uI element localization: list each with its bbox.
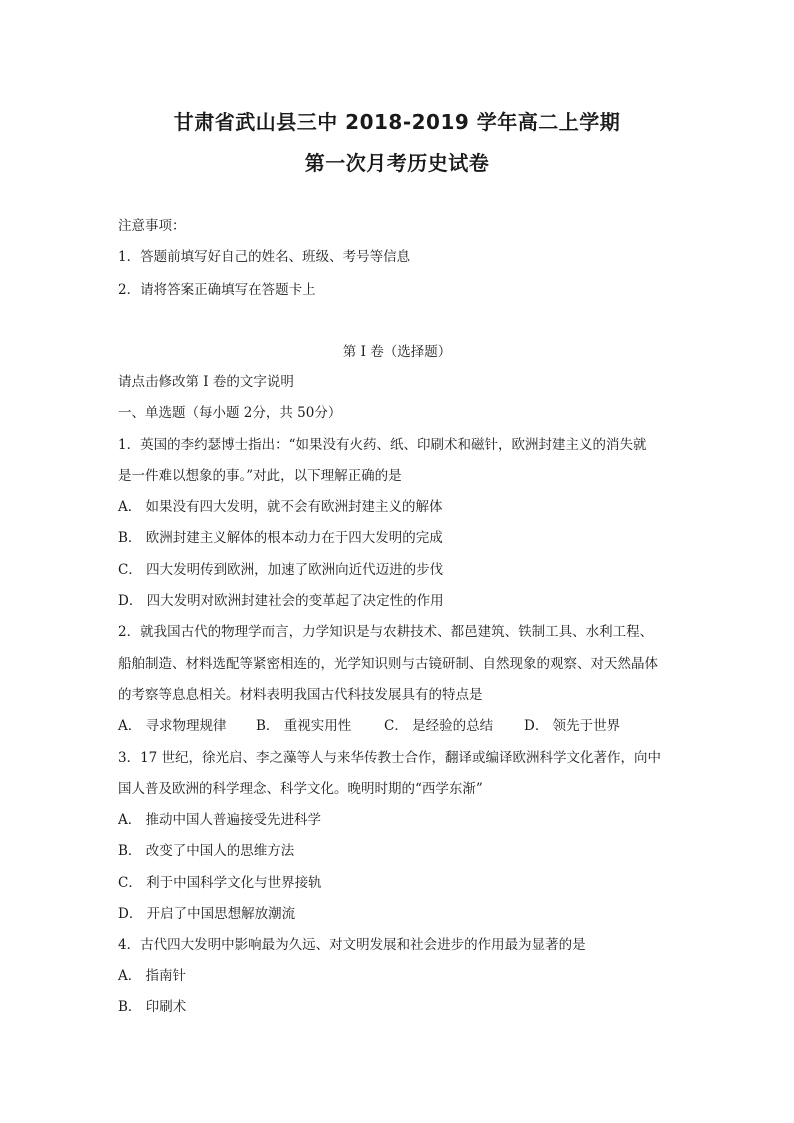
q3-option-a: A． 推动中国人普遍接受先进科学 (118, 812, 322, 828)
q1-option-a: A． 如果没有四大发明，就不会有欧洲封建主义的解体 (118, 499, 443, 515)
notice-item-1: 1．答题前填写好自己的姓名、班级、考号等信息 (118, 249, 411, 265)
notice-heading: 注意事项： (118, 218, 186, 234)
exam-title-line1: 甘肃省武山县三中 2018-2019 学年高二上学期 (173, 110, 621, 134)
q3-stem-line2: 国人普及欧洲的科学理念、科学文化。晚明时期的“西学东渐” (118, 781, 483, 797)
part-heading: 一、单选题（每小题 2分，共 50分） (118, 405, 342, 421)
q1-stem-line2: 是一件难以想象的事。”对此，以下理解正确的是 (118, 468, 402, 484)
q3-option-d: D． 开启了中国思想解放潮流 (118, 906, 296, 922)
q4-option-b: B． 印刷术 (118, 999, 187, 1015)
q2-stem-line3: 的考察等息息相关。材料表明我国古代科技发展具有的特点是 (118, 687, 483, 703)
q1-stem-line1: 1．英国的李约瑟博士指出：“如果没有火药、纸、印刷术和磁针，欧洲封建主义的消失就 (118, 437, 647, 453)
q3-option-b: B． 改变了中国人的思维方法 (118, 843, 295, 859)
exam-title-line2: 第一次月考历史试卷 (304, 151, 490, 175)
q1-option-d: D． 四大发明对欧洲封建社会的变革起了决定性的作用 (118, 593, 444, 609)
q3-stem-line1: 3．17 世纪，徐光启、李之藻等人与来华传教士合作，翻译或编译欧洲科学文化著作，向中 (118, 750, 662, 766)
q2-option-a: A． 寻求物理规律 (118, 718, 227, 734)
q4-option-a: A． 指南针 (118, 968, 187, 984)
q2-option-b: B． 重视实用性 (256, 718, 352, 734)
q2-option-c: C． 是经验的总结 (384, 718, 494, 734)
q3-option-c: C． 利于中国科学文化与世界接轨 (118, 875, 322, 891)
q4-stem-line1: 4．古代四大发明中影响最为久远、对文明发展和社会进步的作用最为显著的是 (118, 937, 586, 953)
section-instruction: 请点击修改第 I 卷的文字说明 (118, 374, 294, 390)
q1-option-b: B． 欧洲封建主义解体的根本动力在于四大发明的完成 (118, 530, 443, 546)
q2-stem-line2: 船舶制造、材料选配等紧密相连的，光学知识则与古镜研制、自然现象的观察、对天然晶体 (118, 656, 658, 672)
q2-options-row (118, 717, 698, 735)
q2-option-d: D． 领先于世界 (524, 718, 621, 734)
notice-item-2: 2．请将答案正确填写在答题卡上 (118, 282, 316, 298)
q1-option-c: C． 四大发明传到欧洲，加速了欧洲向近代迈进的步伐 (118, 562, 444, 578)
section-title: 第 I 卷（选择题） (342, 344, 452, 360)
q2-stem-line1: 2．就我国古代的物理学而言，力学知识是与农耕技术、都邑建筑、铁制工具、水利工程、 (118, 624, 654, 640)
